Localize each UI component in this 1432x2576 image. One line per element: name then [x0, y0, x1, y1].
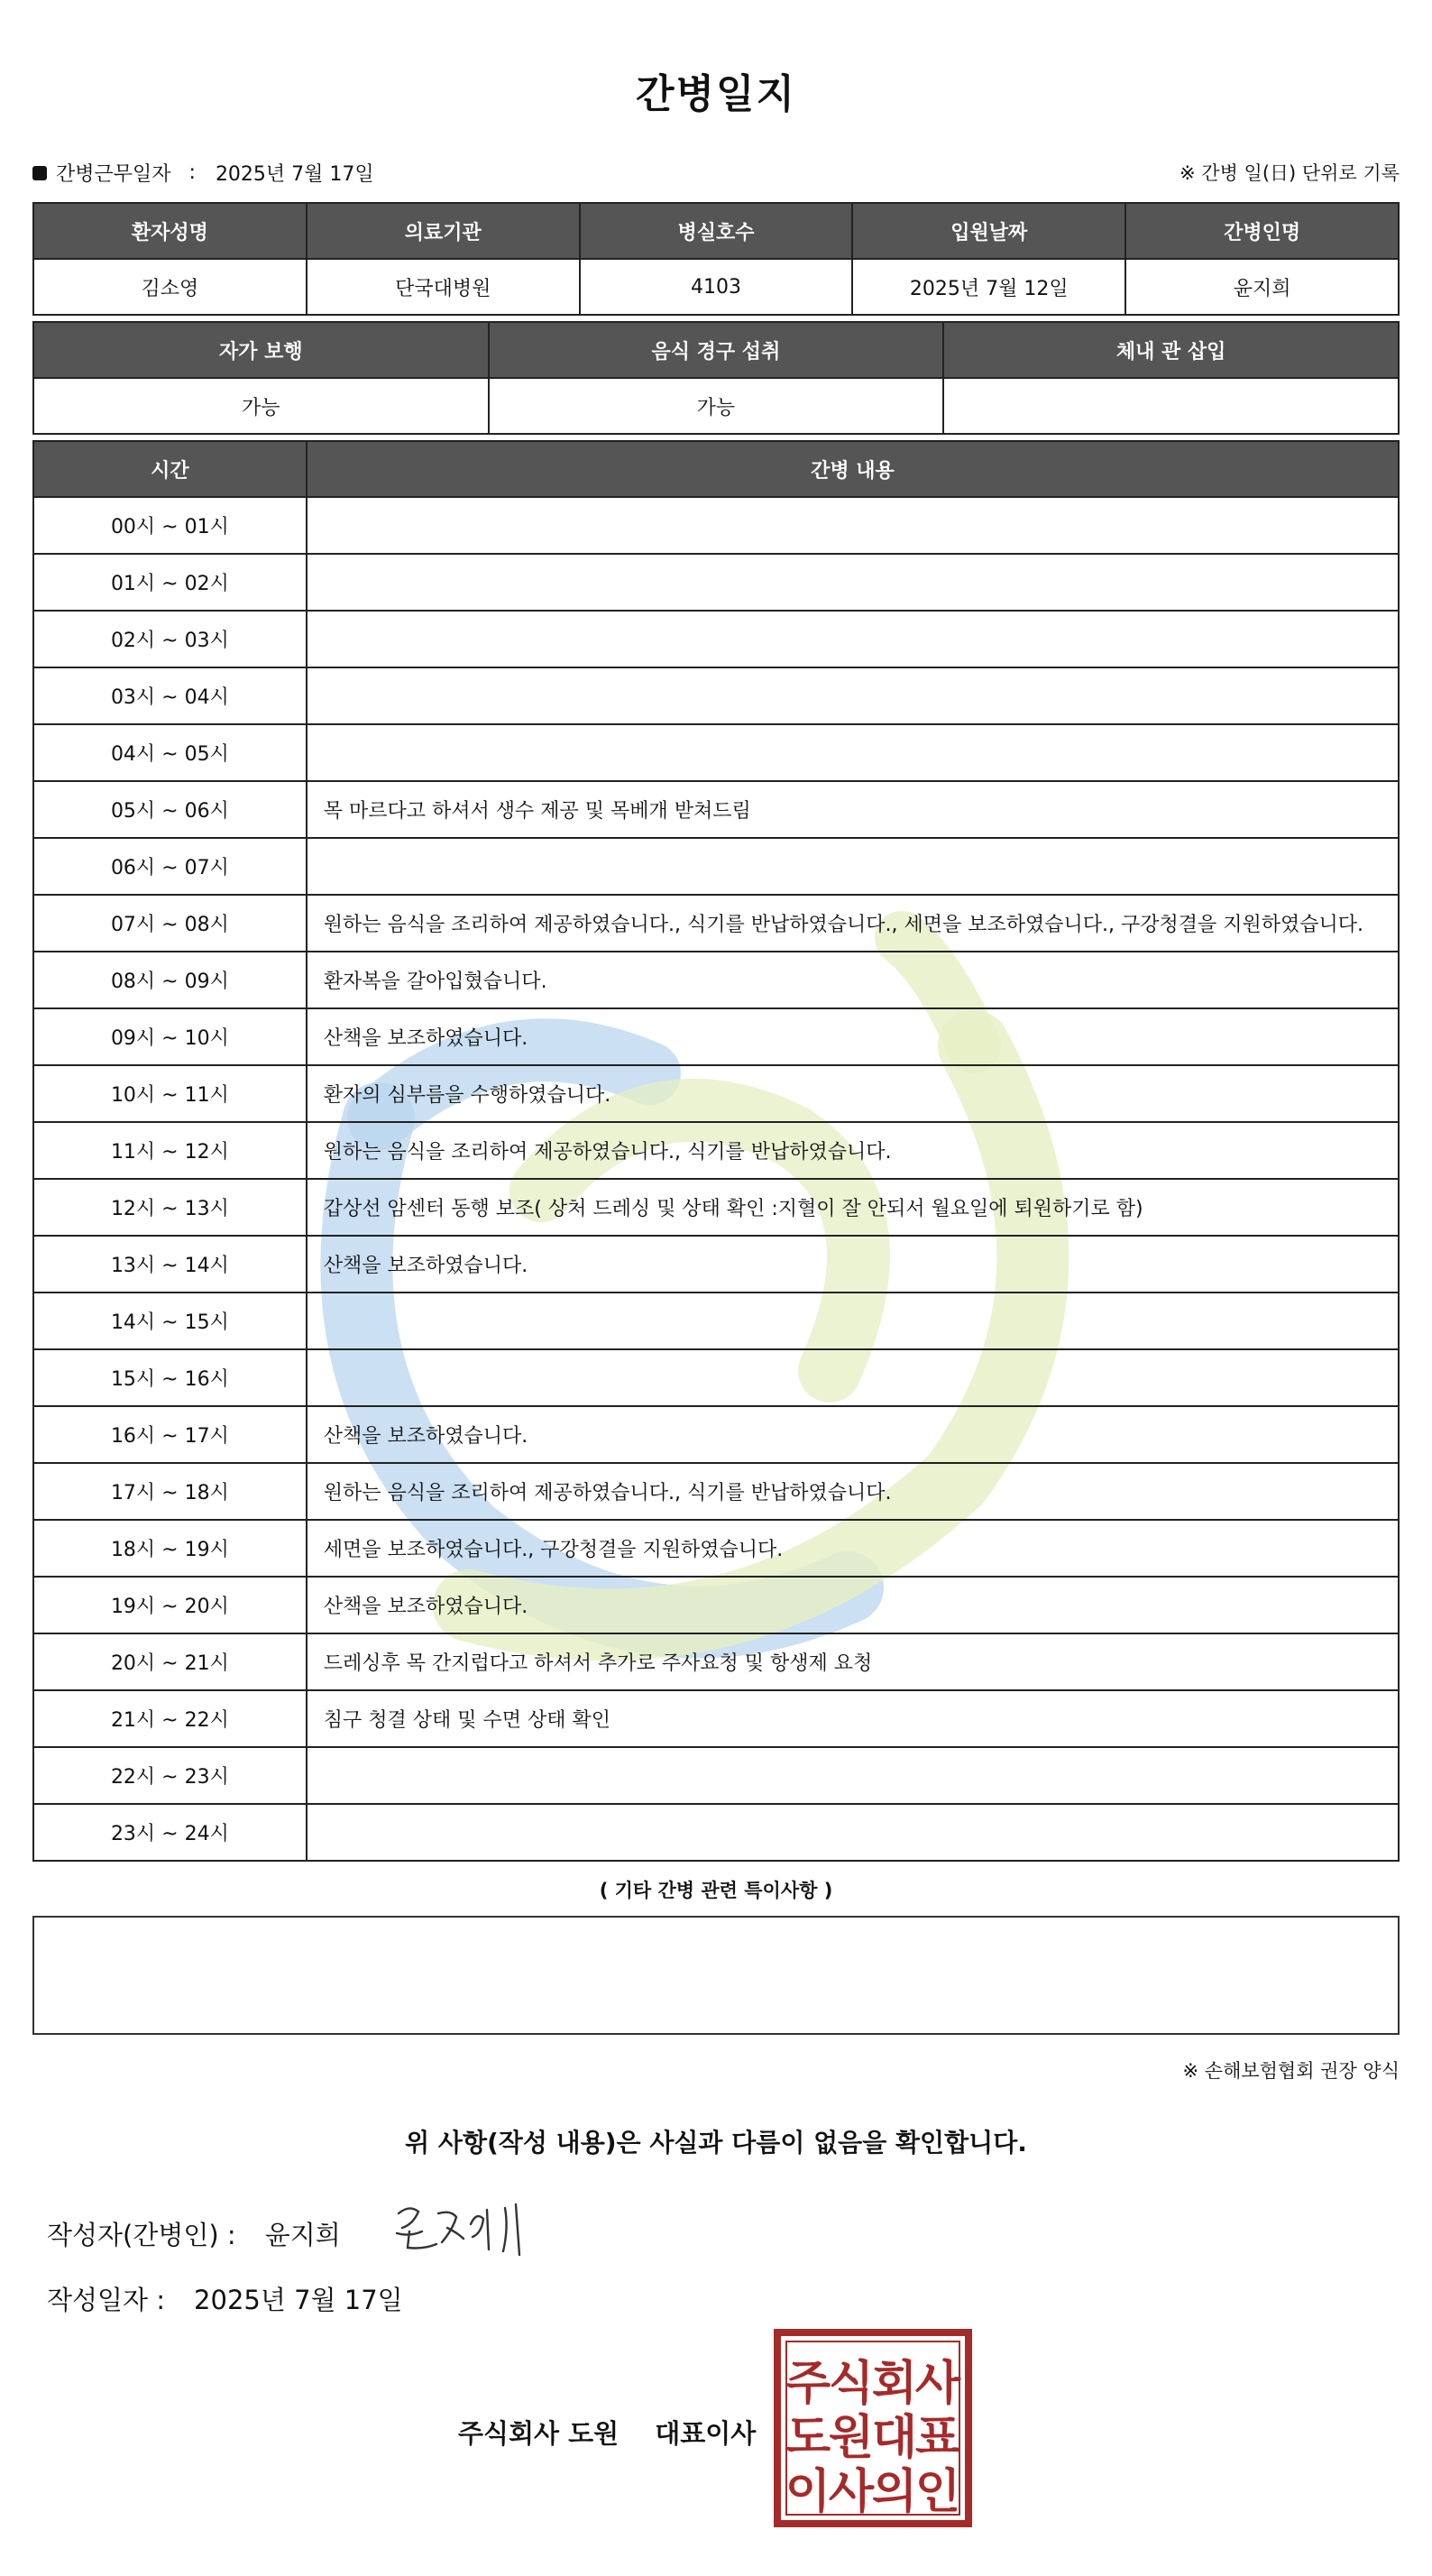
time-cell: 03시 ~ 04시	[33, 667, 307, 724]
caregiver-name: 윤지희	[1125, 259, 1399, 315]
time-cell: 19시 ~ 20시	[33, 1577, 307, 1633]
table-row	[33, 554, 1399, 611]
header-room-number: 병실호수	[580, 203, 853, 259]
written-date-row	[47, 2280, 403, 2317]
table-row	[33, 611, 1399, 667]
time-cell: 21시 ~ 22시	[33, 1690, 307, 1747]
time-cell: 13시 ~ 14시	[33, 1236, 307, 1293]
time-cell: 10시 ~ 11시	[33, 1065, 307, 1122]
svg-text:회: 회	[871, 2357, 918, 2411]
table-row	[33, 1406, 1399, 1463]
special-notes-box	[32, 1916, 1400, 2035]
care-content-cell	[307, 611, 1399, 667]
time-cell: 02시 ~ 03시	[33, 611, 307, 667]
work-date-colon: :	[188, 161, 196, 184]
svg-text:표: 표	[914, 2411, 961, 2465]
table-row	[33, 1122, 1399, 1179]
time-cell: 11시 ~ 12시	[33, 1122, 307, 1179]
care-content-cell: 침구 청결 상태 및 수면 상태 확인	[307, 1690, 1399, 1747]
written-date-value: 2025년 7월 17일	[194, 2285, 403, 2315]
header-caregiver-name: 간병인명	[1125, 203, 1399, 259]
header-admission-date: 입원날짜	[852, 203, 1125, 259]
svg-text:주: 주	[785, 2357, 831, 2411]
time-cell: 15시 ~ 16시	[33, 1349, 307, 1406]
source-note: ※ 손해보험협회 권장 양식	[1182, 2060, 1400, 2082]
patient-info-table	[32, 202, 1400, 316]
care-content-cell: 세면을 보조하였습니다., 구강청결을 지원하였습니다.	[307, 1520, 1399, 1577]
table-row	[33, 724, 1399, 781]
table-row	[33, 1463, 1399, 1520]
writer-label: 작성자(간병인) :	[47, 2220, 236, 2250]
time-cell: 06시 ~ 07시	[33, 838, 307, 895]
care-log-table	[32, 440, 1400, 1862]
time-cell: 00시 ~ 01시	[33, 497, 307, 554]
svg-text:이: 이	[785, 2465, 831, 2519]
time-cell: 09시 ~ 10시	[33, 1008, 307, 1065]
admission-date: 2025년 7월 12일	[852, 259, 1125, 315]
time-cell: 05시 ~ 06시	[33, 781, 307, 838]
care-content-cell: 원하는 음식을 조리하여 제공하였습니다., 식기를 반납하였습니다.	[307, 1463, 1399, 1520]
time-cell: 17시 ~ 18시	[33, 1463, 307, 1520]
meta-row	[32, 159, 1400, 188]
patient-name: 김소영	[33, 259, 307, 315]
unit-note: ※ 간병 일(日) 단위로 기록	[1180, 162, 1400, 184]
time-cell: 12시 ~ 13시	[33, 1179, 307, 1236]
header-oral-intake: 음식 경구 섭취	[489, 322, 944, 378]
care-content-cell	[307, 1804, 1399, 1861]
care-content-cell	[307, 1349, 1399, 1406]
header-hospital: 의료기관	[307, 203, 580, 259]
written-date-label: 작성일자 :	[47, 2285, 166, 2315]
table-row	[33, 895, 1399, 952]
time-cell: 18시 ~ 19시	[33, 1520, 307, 1577]
care-content-cell: 산책을 보조하였습니다.	[307, 1008, 1399, 1065]
time-cell: 07시 ~ 08시	[33, 895, 307, 952]
svg-text:사: 사	[914, 2357, 961, 2411]
room-number: 4103	[580, 259, 853, 315]
care-content-cell	[307, 1747, 1399, 1804]
care-content-cell	[307, 667, 1399, 724]
header-self-walking: 자가 보행	[33, 322, 489, 378]
care-content-cell: 환자의 심부름을 수행하였습니다.	[307, 1065, 1399, 1122]
time-cell: 04시 ~ 05시	[33, 724, 307, 781]
table-row	[33, 1236, 1399, 1293]
header-tube-insertion: 체내 관 삽입	[943, 322, 1399, 378]
work-date-value: 2025년 7월 17일	[215, 163, 374, 186]
svg-text:원: 원	[828, 2411, 875, 2465]
header-patient-name: 환자성명	[33, 203, 307, 259]
table-row	[33, 1804, 1399, 1861]
patient-status-table	[32, 321, 1400, 435]
header-care-content: 간병 내용	[307, 441, 1399, 497]
oral-intake: 가능	[489, 378, 944, 434]
confirmation-statement: 위 사항(작성 내용)은 사실과 다름이 없음을 확인합니다.	[405, 2128, 1027, 2157]
svg-text:의: 의	[871, 2465, 918, 2519]
time-cell: 16시 ~ 17시	[33, 1406, 307, 1463]
tube-insertion	[943, 378, 1399, 434]
special-notes-title: ( 기타 간병 관련 특이사항 )	[599, 1880, 833, 1901]
table-row	[33, 1179, 1399, 1236]
table-row	[33, 838, 1399, 895]
table-row	[33, 1349, 1399, 1406]
writer-name: 윤지희	[264, 2220, 341, 2250]
work-date-label: 간병근무일자	[56, 163, 171, 186]
bullet-square-icon	[32, 166, 47, 180]
care-content-cell: 원하는 음식을 조리하여 제공하였습니다., 식기를 반납하였습니다., 세면을 보조하였습니다., 구강청결을 지원하였습니다.	[307, 895, 1399, 952]
time-cell: 14시 ~ 15시	[33, 1293, 307, 1349]
time-cell: 01시 ~ 02시	[33, 554, 307, 611]
time-cell: 23시 ~ 24시	[33, 1804, 307, 1861]
care-content-cell	[307, 1293, 1399, 1349]
svg-text:대: 대	[871, 2411, 918, 2465]
svg-text:사: 사	[828, 2465, 875, 2519]
care-content-cell: 목 마르다고 하셔서 생수 제공 및 목베개 받쳐드림	[307, 781, 1399, 838]
work-date	[32, 159, 374, 187]
svg-text:인: 인	[914, 2465, 961, 2519]
table-row	[33, 1577, 1399, 1633]
care-content-cell: 드레싱후 목 간지럽다고 하셔서 추가로 주사요청 및 항생제 요청	[307, 1633, 1399, 1690]
table-row	[33, 781, 1399, 838]
care-content-cell: 원하는 음식을 조리하여 제공하였습니다., 식기를 반납하였습니다.	[307, 1122, 1399, 1179]
table-row	[33, 1690, 1399, 1747]
table-row	[33, 1520, 1399, 1577]
company-signature-line	[458, 2414, 756, 2451]
header-time: 시간	[33, 441, 307, 497]
company-name: 주식회사 도원	[458, 2418, 620, 2449]
writer-row	[47, 2215, 341, 2252]
table-row	[33, 497, 1399, 554]
svg-text:도: 도	[785, 2411, 831, 2465]
care-content-cell	[307, 497, 1399, 554]
table-row	[33, 1293, 1399, 1349]
time-cell: 08시 ~ 09시	[33, 952, 307, 1008]
table-row	[33, 1747, 1399, 1804]
hospital: 단국대병원	[307, 259, 580, 315]
time-cell: 22시 ~ 23시	[33, 1747, 307, 1804]
care-content-cell: 갑상선 암센터 동행 보조( 상처 드레싱 및 상태 확인 :지혈이 잘 안되서 월요일에 퇴원하기로 함)	[307, 1179, 1399, 1236]
care-content-cell: 산책을 보조하였습니다.	[307, 1406, 1399, 1463]
page-title: 간병일지	[635, 71, 796, 117]
self-walking: 가능	[33, 378, 489, 434]
care-content-cell	[307, 724, 1399, 781]
care-content-cell: 산책을 보조하였습니다.	[307, 1236, 1399, 1293]
care-content-cell	[307, 838, 1399, 895]
svg-text:식: 식	[828, 2357, 875, 2411]
care-content-cell: 환자복을 갈아입혔습니다.	[307, 952, 1399, 1008]
table-row	[33, 1008, 1399, 1065]
care-content-cell: 산책을 보조하였습니다.	[307, 1577, 1399, 1633]
table-row	[33, 952, 1399, 1008]
time-cell: 20시 ~ 21시	[33, 1633, 307, 1690]
table-row	[33, 1633, 1399, 1690]
company-seal-stamp	[772, 2327, 974, 2529]
table-row	[33, 1065, 1399, 1122]
handwritten-signature	[388, 2197, 541, 2269]
care-content-cell	[307, 554, 1399, 611]
representative-title: 대표이사	[655, 2418, 757, 2449]
table-row	[33, 667, 1399, 724]
